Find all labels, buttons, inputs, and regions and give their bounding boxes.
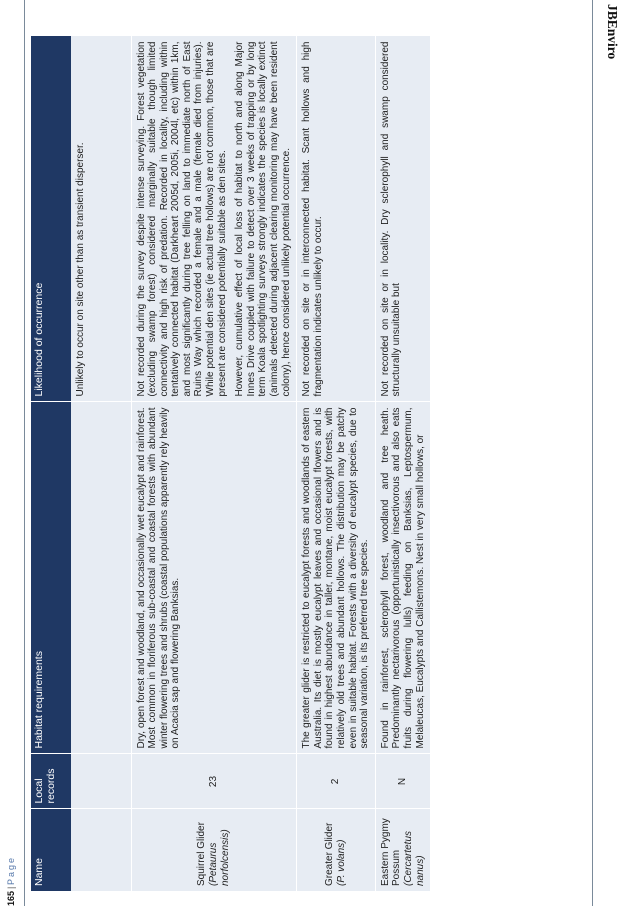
column-header-habitat: Habitat requirements	[31, 402, 71, 754]
rotated-table-stage	[31, 36, 572, 891]
table-row	[71, 36, 131, 891]
species-common-name: Eastern Pygmy Possum	[379, 818, 403, 886]
cell-records: N	[375, 754, 430, 809]
page-separator: |	[6, 886, 16, 889]
table-row	[297, 36, 376, 891]
likelihood-text: Unlikely to occur on site other than as transient disperser.	[75, 142, 86, 397]
table-header-row	[31, 36, 71, 891]
page-number: 165	[6, 890, 16, 906]
species-scientific-name: (P. volans)	[336, 839, 347, 886]
rotated-table-container	[31, 36, 572, 891]
table-row	[375, 36, 430, 891]
table-row	[131, 36, 297, 891]
cell-name	[297, 809, 376, 891]
likelihood-text: Not recorded on site or in locality. Dry sclerophyll and swamp considered structurally unsuitable but	[379, 41, 403, 397]
cell-name	[131, 809, 297, 891]
brand-logo-text: JBEnviro	[605, 4, 620, 60]
cell-habitat: Found in rainforest, sclerophyll forest, woodland and tree heath. Predominantly nectarivorous (opportunistically insectivorous and also eats fruits during flowering lulls) feeding on Banksias, Leptospermum, Melaleucas, Eucalypts and Callistemons. Nest in very small hollows, or	[375, 402, 430, 754]
cell-name	[375, 809, 430, 891]
footer-rule	[24, 0, 25, 906]
likelihood-text: Not recorded on site or in interconnected habitat. Scant hollows and high fragmentation indicates unlikely to occur.	[301, 41, 324, 397]
cell-name	[71, 809, 131, 891]
cell-habitat: Dry, open forest and woodland, and occasionally wet eucalypt and rainforest. Most common in floriferous sub-coastal and coastal forests with abundant winter flowering trees and shrubs (coastal populations apparently rely heavily on Acacia sap and flowering Banksias.	[131, 402, 297, 754]
species-common-name: Squirrel Glider	[196, 822, 208, 886]
page-footer	[0, 822, 22, 906]
cell-records: 23	[131, 754, 297, 809]
column-header-likelihood: Likelihood of occurrence	[31, 36, 71, 402]
cell-likelihood	[71, 36, 131, 402]
cell-habitat: The greater glider is restricted to eucalypt forests and woodlands of eastern Australia. Its diet is mostly eucalypt leaves and occasional flowers and is found in highest abundance in taller, montane, moist eucalypt forests, with relatively old trees and abundant hollows. The distribution may be patchy even in suitable habitat. Forests with a diversity of eucalypt species, due to seasonal variation, is its preferred tree species.	[297, 402, 376, 754]
cell-records	[71, 754, 131, 809]
fauna-table	[31, 36, 431, 891]
cell-likelihood	[297, 36, 376, 402]
species-scientific-name: (Cercartetus nanus)	[402, 830, 426, 886]
likelihood-text: Not recorded during the survey despite intense surveying. Forest vegetation (excluding swamp forest) considered marginally suitable though limited connectivity and high risk of predation. Recorded in locality, including within tentatively connected habitat (Darkheart 2005d, 2005i, 2004l, etc) within 1km, and most significantly during tree felling on land to immediate north of East Ruins Way which recorded a female and a male (female died from injuries). While potential den sites (ie actual tree hollows) are not common, those that are present are considered potentially suitable as den sites.	[135, 41, 228, 397]
cell-records: 2	[297, 754, 376, 809]
column-header-name: Name	[31, 809, 71, 891]
column-header-local-records: Local records	[31, 754, 71, 809]
cell-habitat	[71, 402, 131, 754]
species-common-name: Greater Glider	[324, 822, 336, 886]
species-scientific-name: (Petaurus norfolcensis)	[208, 829, 231, 886]
page-label: Page	[6, 855, 16, 885]
likelihood-text-continued: However, cumulative effect of local loss of habitat to north and along Major Innes Drive coupled with failure to detect over 3 weeks of trapping or by long term Koala spotlighting surveys strongly indicates the species is locally extinct (animals detected during adjacent clearing monitoring may have been resident colony), hence considered unlikely potential occurrence.	[234, 41, 292, 397]
cell-likelihood	[131, 36, 297, 402]
cell-likelihood	[375, 36, 430, 402]
header-rule	[592, 0, 593, 906]
